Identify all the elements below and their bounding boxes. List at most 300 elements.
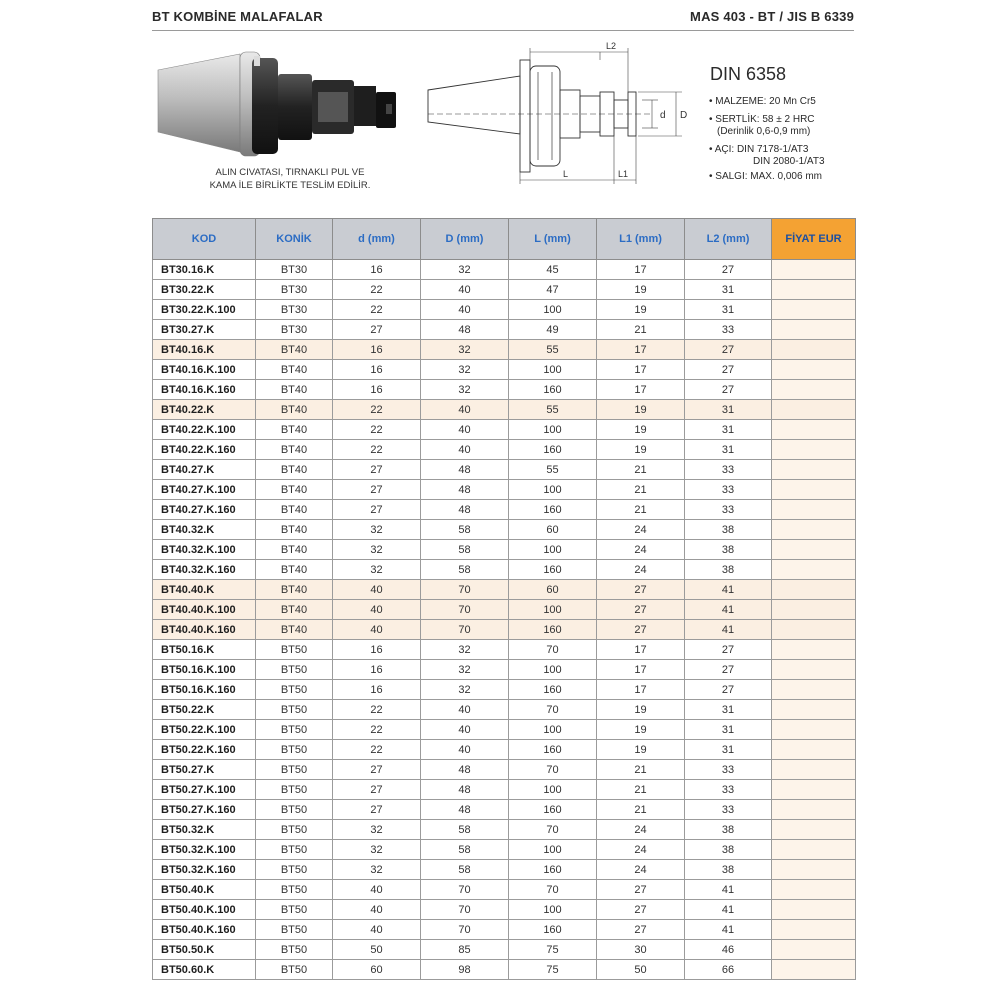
- table-row: [153, 300, 856, 320]
- cell-konik: BT50: [256, 940, 333, 960]
- cell-L2: 31: [685, 280, 772, 300]
- cell-price: [772, 700, 856, 720]
- cell-D: 32: [421, 640, 509, 660]
- table-row: [153, 740, 856, 760]
- table-row: [153, 780, 856, 800]
- cell-price: [772, 920, 856, 940]
- cell-L2: 38: [685, 560, 772, 580]
- cell-L1: 17: [597, 260, 685, 280]
- table-row: [153, 920, 856, 940]
- cell-d: 40: [333, 600, 421, 620]
- cell-L: 160: [509, 380, 597, 400]
- product-photo: [150, 48, 410, 168]
- cell-L2: 31: [685, 720, 772, 740]
- col-header-L: L (mm): [509, 219, 597, 260]
- cell-price: [772, 260, 856, 280]
- cell-d: 27: [333, 760, 421, 780]
- cell-kod: BT30.22.K: [153, 280, 256, 300]
- table-row: [153, 660, 856, 680]
- cell-L1: 27: [597, 580, 685, 600]
- cell-L1: 17: [597, 360, 685, 380]
- cell-kod: BT50.22.K: [153, 700, 256, 720]
- cell-L2: 66: [685, 960, 772, 980]
- table-row: [153, 280, 856, 300]
- cell-L: 160: [509, 860, 597, 880]
- cell-L1: 19: [597, 700, 685, 720]
- col-header-L1: L1 (mm): [597, 219, 685, 260]
- cell-d: 40: [333, 920, 421, 940]
- cell-D: 58: [421, 860, 509, 880]
- cell-L2: 31: [685, 440, 772, 460]
- table-row: [153, 880, 856, 900]
- table-row: [153, 400, 856, 420]
- cell-D: 70: [421, 900, 509, 920]
- cell-L1: 19: [597, 720, 685, 740]
- cell-D: 40: [421, 400, 509, 420]
- table-row: [153, 620, 856, 640]
- table-row: [153, 700, 856, 720]
- cell-L2: 38: [685, 520, 772, 540]
- cell-D: 70: [421, 620, 509, 640]
- cell-price: [772, 560, 856, 580]
- cell-konik: BT40: [256, 480, 333, 500]
- cell-d: 60: [333, 960, 421, 980]
- cell-price: [772, 520, 856, 540]
- cell-L1: 21: [597, 780, 685, 800]
- cell-L2: 31: [685, 420, 772, 440]
- table-body: [153, 260, 856, 980]
- cell-L1: 24: [597, 840, 685, 860]
- cell-L2: 38: [685, 540, 772, 560]
- cell-L1: 30: [597, 940, 685, 960]
- cell-konik: BT50: [256, 680, 333, 700]
- cell-L2: 33: [685, 460, 772, 480]
- cell-L: 160: [509, 920, 597, 940]
- cell-price: [772, 820, 856, 840]
- cell-kod: BT40.22.K.160: [153, 440, 256, 460]
- cell-L: 70: [509, 700, 597, 720]
- cell-kod: BT50.40.K.100: [153, 900, 256, 920]
- cell-price: [772, 800, 856, 820]
- cell-konik: BT40: [256, 420, 333, 440]
- cell-d: 32: [333, 560, 421, 580]
- cell-d: 16: [333, 340, 421, 360]
- cell-d: 27: [333, 320, 421, 340]
- cell-L2: 33: [685, 500, 772, 520]
- cell-L2: 41: [685, 880, 772, 900]
- cell-price: [772, 500, 856, 520]
- caption-line-1: ALIN CIVATASI, TIRNAKLI PUL VE: [215, 167, 365, 178]
- product-table: [152, 218, 856, 980]
- cell-L1: 19: [597, 280, 685, 300]
- label-L1: L1: [618, 169, 629, 179]
- cell-konik: BT50: [256, 860, 333, 880]
- cell-L2: 33: [685, 320, 772, 340]
- cell-kod: BT40.40.K.100: [153, 600, 256, 620]
- technical-drawing: [420, 38, 700, 188]
- table-row: [153, 500, 856, 520]
- cell-D: 98: [421, 960, 509, 980]
- cell-d: 40: [333, 880, 421, 900]
- cell-D: 32: [421, 660, 509, 680]
- cell-kod: BT50.16.K.160: [153, 680, 256, 700]
- cell-D: 32: [421, 340, 509, 360]
- cell-kod: BT50.27.K.160: [153, 800, 256, 820]
- table-row: [153, 860, 856, 880]
- cell-d: 40: [333, 580, 421, 600]
- cell-D: 70: [421, 600, 509, 620]
- cell-L1: 24: [597, 820, 685, 840]
- spec-angle-detail: DIN 2080-1/AT3: [753, 156, 825, 167]
- spec-hardness-detail: (Derinlik 0,6-0,9 mm): [717, 126, 811, 137]
- cell-L: 100: [509, 900, 597, 920]
- cell-d: 22: [333, 280, 421, 300]
- cell-kod: BT50.22.K.100: [153, 720, 256, 740]
- cell-L1: 19: [597, 740, 685, 760]
- spec-hardness-value: • SERTLİK: 58 ± 2 HRC: [709, 113, 815, 125]
- cell-D: 32: [421, 260, 509, 280]
- col-header-d: d (mm): [333, 219, 421, 260]
- cell-L1: 17: [597, 380, 685, 400]
- cell-D: 70: [421, 880, 509, 900]
- table-row: [153, 720, 856, 740]
- cell-L: 100: [509, 780, 597, 800]
- cell-kod: BT50.27.K.100: [153, 780, 256, 800]
- cell-price: [772, 660, 856, 680]
- table-row: [153, 340, 856, 360]
- cell-L1: 27: [597, 600, 685, 620]
- cell-d: 16: [333, 680, 421, 700]
- table-row: [153, 520, 856, 540]
- cell-L: 160: [509, 440, 597, 460]
- standard-reference: MAS 403 - BT / JIS B 6339: [690, 9, 854, 24]
- col-header-price: FİYAT EUR: [772, 219, 856, 260]
- cell-d: 32: [333, 540, 421, 560]
- cell-konik: BT50: [256, 800, 333, 820]
- cell-L2: 27: [685, 340, 772, 360]
- cell-L1: 21: [597, 480, 685, 500]
- cell-L1: 19: [597, 440, 685, 460]
- cell-kod: BT40.22.K: [153, 400, 256, 420]
- cell-L: 70: [509, 880, 597, 900]
- cell-L: 60: [509, 520, 597, 540]
- label-D: D: [680, 110, 688, 121]
- cell-price: [772, 720, 856, 740]
- cell-konik: BT50: [256, 920, 333, 940]
- cell-D: 48: [421, 480, 509, 500]
- cell-kod: BT50.50.K: [153, 940, 256, 960]
- cell-D: 48: [421, 760, 509, 780]
- cell-konik: BT30: [256, 320, 333, 340]
- table-row: [153, 260, 856, 280]
- cell-D: 58: [421, 540, 509, 560]
- cell-kod: BT40.40.K: [153, 580, 256, 600]
- cell-L2: 31: [685, 400, 772, 420]
- cell-kod: BT50.32.K.160: [153, 860, 256, 880]
- cell-price: [772, 320, 856, 340]
- table-row: [153, 900, 856, 920]
- cell-konik: BT30: [256, 260, 333, 280]
- cell-L1: 19: [597, 400, 685, 420]
- cell-D: 58: [421, 820, 509, 840]
- cell-kod: BT40.16.K: [153, 340, 256, 360]
- cell-d: 22: [333, 400, 421, 420]
- cell-konik: BT40: [256, 520, 333, 540]
- cell-L2: 38: [685, 860, 772, 880]
- cell-L: 160: [509, 560, 597, 580]
- cell-konik: BT40: [256, 380, 333, 400]
- cell-L: 75: [509, 940, 597, 960]
- cell-d: 16: [333, 660, 421, 680]
- cell-kod: BT40.22.K.100: [153, 420, 256, 440]
- cell-L1: 21: [597, 800, 685, 820]
- cell-D: 40: [421, 420, 509, 440]
- cell-kod: BT50.27.K: [153, 760, 256, 780]
- cell-L: 160: [509, 680, 597, 700]
- table-row: [153, 960, 856, 980]
- cell-L2: 27: [685, 660, 772, 680]
- cell-price: [772, 420, 856, 440]
- cell-konik: BT30: [256, 300, 333, 320]
- cell-D: 40: [421, 720, 509, 740]
- cell-L2: 41: [685, 920, 772, 940]
- cell-d: 16: [333, 360, 421, 380]
- cell-L: 100: [509, 720, 597, 740]
- cell-konik: BT50: [256, 900, 333, 920]
- cell-L2: 46: [685, 940, 772, 960]
- page-title: BT KOMBİNE MALAFALAR: [152, 9, 323, 24]
- cell-L: 160: [509, 620, 597, 640]
- cell-kod: BT40.27.K.160: [153, 500, 256, 520]
- cell-D: 40: [421, 700, 509, 720]
- standard-title: DIN 6358: [710, 64, 787, 84]
- cell-d: 40: [333, 620, 421, 640]
- table-row: [153, 940, 856, 960]
- cell-L: 160: [509, 740, 597, 760]
- cell-konik: BT40: [256, 340, 333, 360]
- cell-d: 27: [333, 500, 421, 520]
- cell-price: [772, 280, 856, 300]
- product-caption: [190, 166, 390, 192]
- cell-price: [772, 600, 856, 620]
- cell-konik: BT40: [256, 540, 333, 560]
- cell-L2: 27: [685, 640, 772, 660]
- cell-kod: BT50.40.K.160: [153, 920, 256, 940]
- cell-konik: BT50: [256, 820, 333, 840]
- table-row: [153, 380, 856, 400]
- cell-D: 32: [421, 380, 509, 400]
- cell-L2: 31: [685, 740, 772, 760]
- cell-d: 16: [333, 260, 421, 280]
- cell-price: [772, 340, 856, 360]
- cell-d: 22: [333, 720, 421, 740]
- cell-d: 27: [333, 780, 421, 800]
- cell-L: 100: [509, 480, 597, 500]
- col-header-D: D (mm): [421, 219, 509, 260]
- cell-konik: BT40: [256, 360, 333, 380]
- cell-L1: 27: [597, 920, 685, 940]
- cell-konik: BT30: [256, 280, 333, 300]
- cell-L: 49: [509, 320, 597, 340]
- cell-L: 55: [509, 340, 597, 360]
- cell-L2: 38: [685, 840, 772, 860]
- cell-d: 50: [333, 940, 421, 960]
- cell-price: [772, 400, 856, 420]
- cell-konik: BT40: [256, 440, 333, 460]
- cell-L: 60: [509, 580, 597, 600]
- cell-price: [772, 900, 856, 920]
- cell-D: 48: [421, 500, 509, 520]
- cell-L1: 24: [597, 540, 685, 560]
- cell-d: 22: [333, 700, 421, 720]
- cell-kod: BT30.16.K: [153, 260, 256, 280]
- table-row: [153, 580, 856, 600]
- cell-kod: BT40.32.K.160: [153, 560, 256, 580]
- table-row: [153, 680, 856, 700]
- cell-d: 16: [333, 380, 421, 400]
- cell-konik: BT50: [256, 880, 333, 900]
- spec-angle-value: • AÇI: DIN 7178-1/AT3: [709, 143, 809, 155]
- cell-price: [772, 860, 856, 880]
- cell-d: 27: [333, 800, 421, 820]
- cell-konik: BT50: [256, 640, 333, 660]
- table-row: [153, 320, 856, 340]
- cell-d: 40: [333, 900, 421, 920]
- cell-price: [772, 640, 856, 660]
- cell-L2: 38: [685, 820, 772, 840]
- cell-kod: BT40.27.K.100: [153, 480, 256, 500]
- cell-L: 45: [509, 260, 597, 280]
- table-row: [153, 540, 856, 560]
- table-row: [153, 640, 856, 660]
- label-d: d: [660, 110, 666, 121]
- cell-konik: BT40: [256, 400, 333, 420]
- cell-L1: 21: [597, 500, 685, 520]
- table-row: [153, 420, 856, 440]
- cell-price: [772, 760, 856, 780]
- cell-konik: BT50: [256, 780, 333, 800]
- cell-d: 32: [333, 820, 421, 840]
- cell-konik: BT40: [256, 620, 333, 640]
- cell-L2: 41: [685, 620, 772, 640]
- cell-L: 100: [509, 660, 597, 680]
- cell-D: 32: [421, 360, 509, 380]
- cell-D: 70: [421, 580, 509, 600]
- cell-price: [772, 380, 856, 400]
- cell-D: 40: [421, 280, 509, 300]
- spec-list: [709, 96, 869, 188]
- col-header-kod: KOD: [153, 219, 256, 260]
- cell-L2: 27: [685, 360, 772, 380]
- cell-L: 70: [509, 820, 597, 840]
- cell-konik: BT50: [256, 700, 333, 720]
- cell-L: 100: [509, 420, 597, 440]
- cell-L: 70: [509, 640, 597, 660]
- cell-d: 27: [333, 460, 421, 480]
- cell-price: [772, 960, 856, 980]
- cell-konik: BT50: [256, 960, 333, 980]
- table-row: [153, 600, 856, 620]
- caption-line-2: KAMA İLE BİRLİKTE TESLİM EDİLİR.: [209, 180, 371, 191]
- cell-d: 16: [333, 640, 421, 660]
- cell-price: [772, 840, 856, 860]
- cell-price: [772, 480, 856, 500]
- cell-L1: 27: [597, 880, 685, 900]
- cell-d: 27: [333, 480, 421, 500]
- cell-kod: BT50.60.K: [153, 960, 256, 980]
- cell-D: 48: [421, 800, 509, 820]
- cell-d: 22: [333, 420, 421, 440]
- cell-L: 100: [509, 540, 597, 560]
- cell-kod: BT30.27.K: [153, 320, 256, 340]
- cell-price: [772, 780, 856, 800]
- table-header-row: [153, 219, 856, 260]
- cell-L2: 41: [685, 600, 772, 620]
- cell-L1: 21: [597, 320, 685, 340]
- cell-L2: 33: [685, 760, 772, 780]
- cell-kod: BT40.27.K: [153, 460, 256, 480]
- cell-konik: BT50: [256, 740, 333, 760]
- cell-L1: 17: [597, 340, 685, 360]
- cell-d: 32: [333, 520, 421, 540]
- cell-price: [772, 440, 856, 460]
- cell-konik: BT50: [256, 720, 333, 740]
- cell-konik: BT40: [256, 560, 333, 580]
- cell-L: 100: [509, 840, 597, 860]
- cell-L1: 17: [597, 660, 685, 680]
- cell-L2: 41: [685, 900, 772, 920]
- cell-d: 32: [333, 860, 421, 880]
- cell-D: 58: [421, 560, 509, 580]
- col-header-konik: KONİK: [256, 219, 333, 260]
- cell-konik: BT40: [256, 580, 333, 600]
- cell-kod: BT40.32.K: [153, 520, 256, 540]
- cell-price: [772, 880, 856, 900]
- table-row: [153, 800, 856, 820]
- cell-d: 22: [333, 300, 421, 320]
- cell-L1: 21: [597, 460, 685, 480]
- header-divider: [152, 30, 854, 31]
- label-L2: L2: [606, 41, 617, 51]
- cell-konik: BT50: [256, 660, 333, 680]
- table-row: [153, 560, 856, 580]
- cell-price: [772, 540, 856, 560]
- cell-konik: BT40: [256, 460, 333, 480]
- cell-L: 75: [509, 960, 597, 980]
- table-row: [153, 480, 856, 500]
- cell-D: 48: [421, 780, 509, 800]
- cell-L1: 21: [597, 760, 685, 780]
- table-row: [153, 760, 856, 780]
- col-header-L2: L2 (mm): [685, 219, 772, 260]
- table-row: [153, 360, 856, 380]
- table-row: [153, 840, 856, 860]
- cell-D: 85: [421, 940, 509, 960]
- label-L: L: [563, 169, 569, 179]
- spec-angle: [709, 144, 869, 169]
- cell-L: 100: [509, 300, 597, 320]
- cell-price: [772, 360, 856, 380]
- cell-price: [772, 580, 856, 600]
- cell-kod: BT40.40.K.160: [153, 620, 256, 640]
- cell-L: 160: [509, 500, 597, 520]
- cell-L2: 27: [685, 260, 772, 280]
- cell-D: 32: [421, 680, 509, 700]
- cell-D: 48: [421, 320, 509, 340]
- cell-D: 40: [421, 440, 509, 460]
- cell-L: 70: [509, 760, 597, 780]
- cell-L: 100: [509, 600, 597, 620]
